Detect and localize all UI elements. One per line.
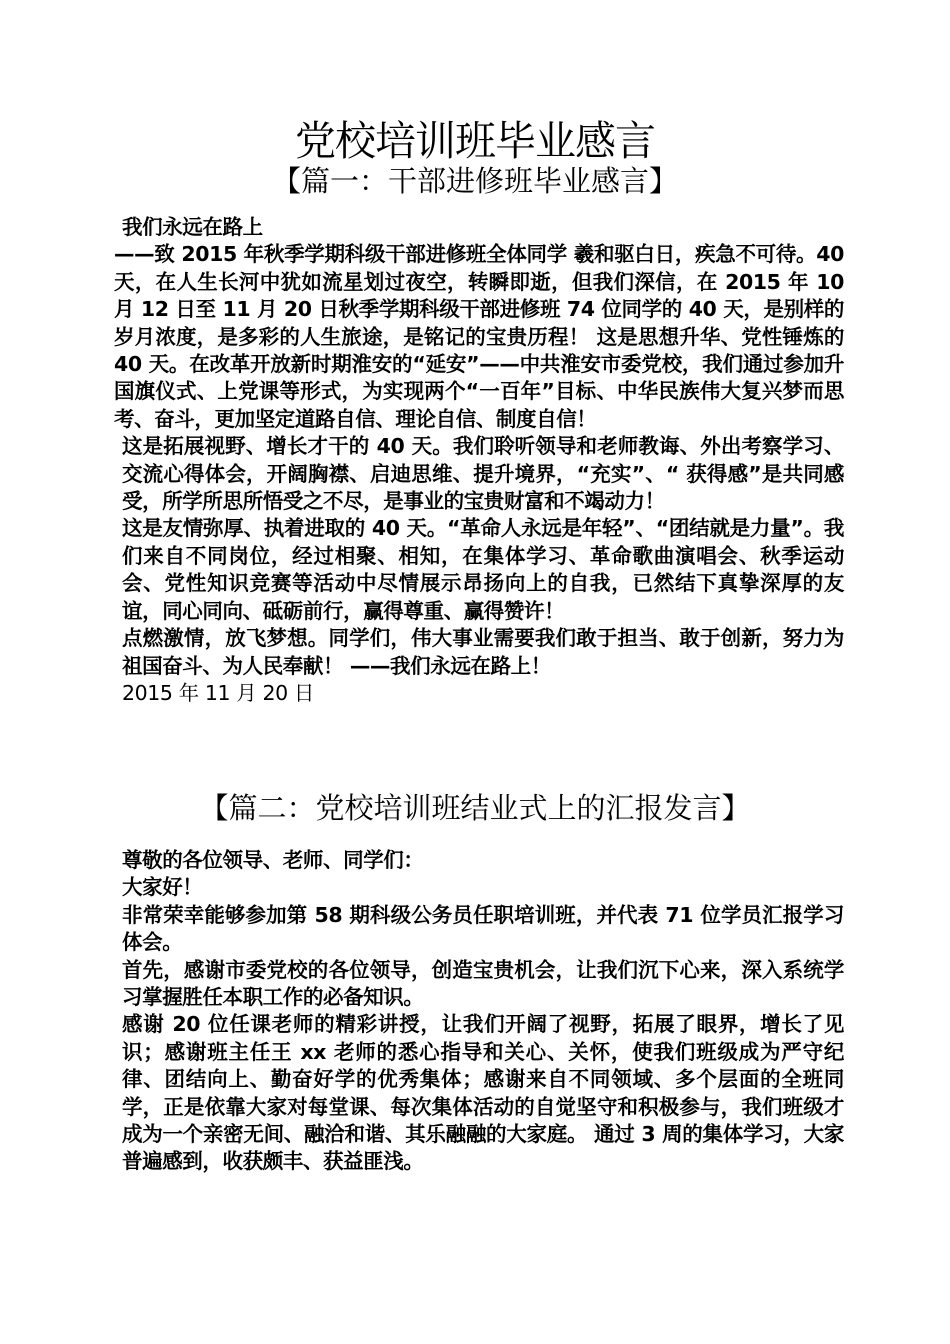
part1-body: [114, 214, 844, 707]
part2-paragraph: 非常荣幸能够参加第 58 期科级公务员任职培训班，并代表 71 位学员汇报学习体会。: [122, 902, 844, 955]
part2-paragraph: 大家好！: [122, 875, 203, 900]
part1-paragraph: 点燃激情，放飞梦想。同学们，伟大事业需要我们敢于担当、敢于创新，努力为祖国奋斗、为人民奉献！ ——我们永远在路上！: [122, 626, 844, 678]
part1-date: 2015 年 11 月 20 日: [122, 680, 315, 705]
part2-paragraph: 首先，感谢市委党校的各位领导，创造宝贵机会，让我们沉下心来，深入系统学习掌握胜任本职工作的必备知识。: [122, 957, 844, 1010]
document-title: 党校培训班毕业感言: [295, 117, 655, 165]
part1-paragraph: 这是拓展视野、增长才干的 40 天。我们聆听领导和老师教诲、外出考察学习、交流心得体会，开阔胸襟、启迪思维、提升境界，“充实”、“ 获得感”是共同感受，所学所思所悟受之不尽，是事业的宝贵财富和不竭动力！: [122, 434, 844, 514]
part1-heading: 【篇一：干部进修班毕业感言】: [271, 164, 678, 198]
part1-paragraph: 这是友情弥厚、执着进取的 40 天。“革命人永远是年轻”、“团结就是力量”。我们来自不同岗位，经过相聚、相知，在集体学习、革命歌曲演唱会、秋季运动会、党性知识竞赛等活动中尽情展示昂扬向上的自我，已然结下真挚深厚的友谊，同心同向、砥砺前行，赢得尊重、赢得赞许！: [122, 516, 844, 623]
part2-heading: 【篇二：党校培训班结业式上的汇报发言】: [199, 791, 751, 825]
part2-paragraph: 感谢 20 位任课老师的精彩讲授，让我们开阔了视野，拓展了眼界，增长了见识；感谢班主任王 xx 老师的悉心指导和关心、关怀，使我们班级成为严守纪律、团结向上、勤奋好学的优秀集体；感谢来自不同领域、多个层面的全班同学，正是依靠大家对每堂课、每次集体活动的自觉坚守和积极参与，我们班级才成为一个亲密无间、融洽和谐、其乐融融的大家庭。 通过 3 周的集体学习，大家普遍感到，收获颇丰、获益匪浅。: [122, 1012, 844, 1174]
part1-paragraph: 我们永远在路上: [122, 215, 263, 239]
part1-paragraph: ——致 2015 年秋季学期科级干部进修班全体同学 羲和驱白日，疾急不可待。40 天，在人生长河中犹如流星划过夜空，转瞬即逝，但我们深信，在 2015 年 10 月 12 日至 11 月 20 日秋季学期科级干部进修班 74 位同学的 40 天，是别样的岁月浓度，是多彩的人生旅途，是铭记的宝贵历程！ 这是思想升华、党性锤炼的 40 天。在改革开放新时期淮安的“延安”——中共淮安市委党校，我们通过参加升国旗仪式、上党课等形式，为实现两个“一百年”目标、中华民族伟大复兴梦而思考、奋斗，更加坚定道路自信、理论自信、制度自信！: [114, 242, 844, 431]
part2-body: [114, 847, 844, 1176]
part2-paragraph: 尊敬的各位领导、老师、同学们：: [122, 848, 424, 872]
